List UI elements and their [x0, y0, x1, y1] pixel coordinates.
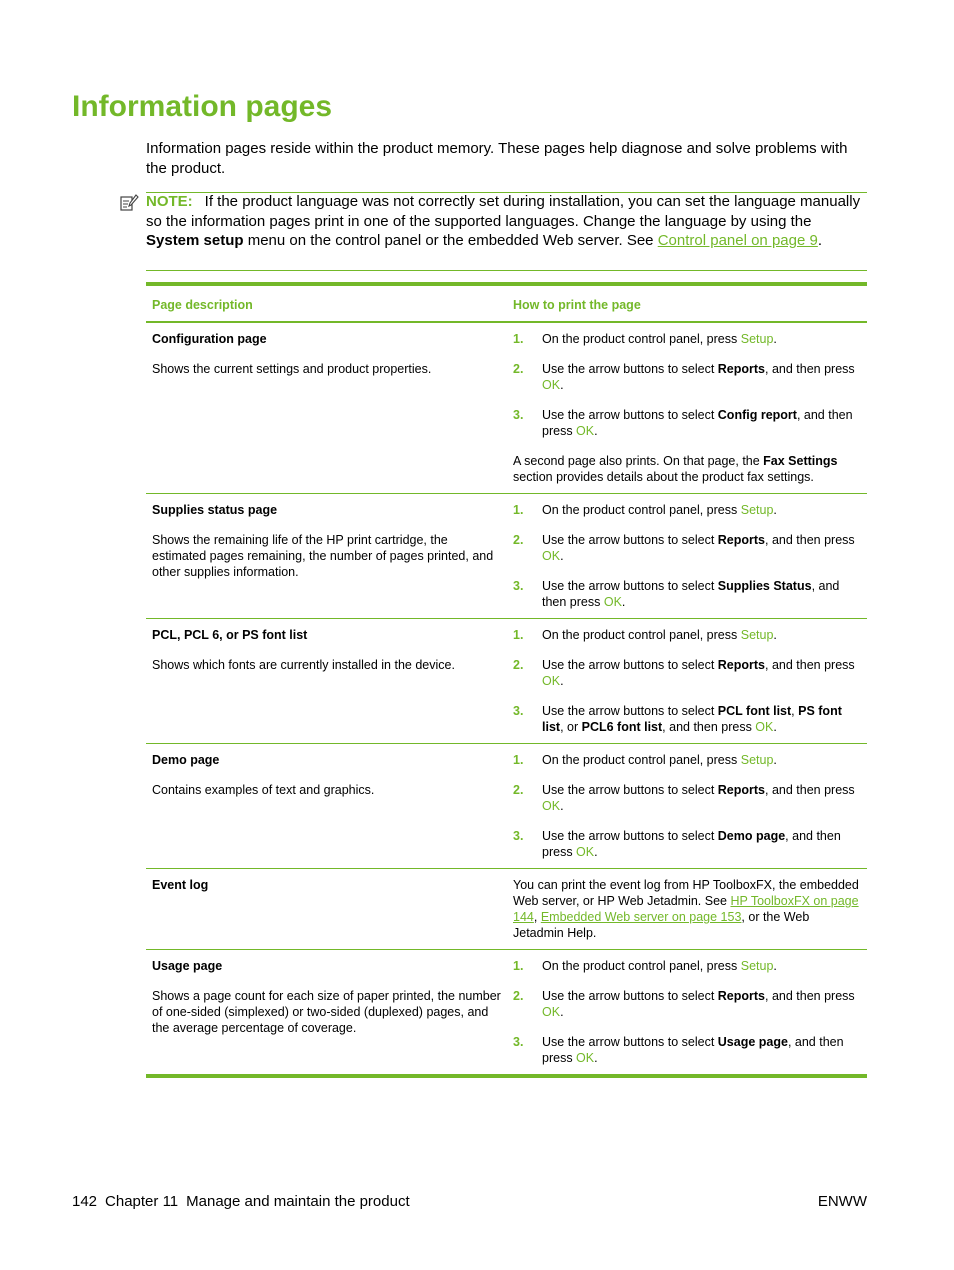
text-run: Use the arrow buttons to select: [542, 362, 718, 376]
control-panel-key: OK: [576, 1051, 595, 1065]
text-run: Use the arrow buttons to select: [542, 1035, 718, 1049]
bold-term: Config report: [717, 408, 797, 422]
step-number: 1.: [513, 959, 524, 973]
text-run: , and then press: [662, 720, 756, 734]
column-header-page-description: Page description: [146, 284, 507, 322]
step-number: 3.: [513, 579, 524, 593]
text-run: ,: [791, 704, 799, 718]
page-description-cell: [146, 619, 507, 744]
bold-term: PCL font list: [717, 704, 792, 718]
text-run: .: [621, 595, 626, 609]
step-number: 1.: [513, 628, 524, 642]
step-item: [513, 361, 861, 393]
step-item: [513, 752, 861, 768]
note-bold-term: System setup: [146, 232, 244, 249]
how-to-print-cell: [507, 744, 867, 869]
bold-term: Demo page: [717, 829, 786, 843]
column-header-how-to-print: How to print the page: [507, 284, 867, 322]
step-number: 3.: [513, 1035, 524, 1049]
text-run: , and then press: [765, 989, 855, 1003]
step-item: [513, 407, 861, 439]
step-item: [513, 828, 861, 860]
bold-term: Supplies Status: [717, 579, 812, 593]
text-run: .: [594, 424, 598, 438]
step-number: 2.: [513, 989, 524, 1003]
footer-left: [72, 1193, 418, 1210]
text-run: , and then press: [765, 658, 855, 672]
text-run: , and then press: [542, 408, 853, 438]
control-panel-key: Setup: [740, 959, 774, 973]
text-run: .: [560, 674, 564, 688]
table-row: [146, 494, 867, 619]
control-panel-key: OK: [603, 595, 622, 609]
step-item: [513, 958, 861, 974]
text-run: , and then press: [542, 1035, 844, 1065]
control-panel-key: OK: [542, 549, 561, 563]
bold-term: Usage page: [717, 1035, 788, 1049]
text-run: .: [560, 1005, 564, 1019]
text-run: Use the arrow buttons to select: [542, 408, 718, 422]
bold-term: Reports: [717, 989, 766, 1003]
text-run: On the product control panel, press: [542, 628, 741, 642]
row-title: Usage page: [152, 959, 223, 973]
information-pages-table: [146, 282, 867, 1078]
control-panel-key: OK: [576, 424, 595, 438]
text-run: Use the arrow buttons to select: [542, 989, 718, 1003]
control-panel-key: Setup: [740, 503, 774, 517]
control-panel-key: Setup: [740, 332, 774, 346]
step-item: [513, 502, 861, 518]
text-run: .: [773, 503, 777, 517]
table-row: [146, 950, 867, 1077]
table-body: [146, 322, 867, 1076]
text-run: You can print the event log from HP ToolboxFX, the embedded Web server, or HP Web Jetadmin. See: [513, 878, 859, 908]
text-run: On the product control panel, press: [542, 503, 741, 517]
text-run: , and then press: [765, 362, 855, 376]
page-description-cell: [146, 950, 507, 1077]
note-text: menu on the control panel or the embedded Web server. See: [243, 232, 658, 249]
bold-term: PS font list: [542, 704, 842, 734]
text-run: , and then press: [765, 533, 855, 547]
row-title: Demo page: [152, 753, 220, 767]
footer-page-number: 142: [72, 1193, 98, 1210]
bold-term: Reports: [717, 658, 766, 672]
page-description-cell: [146, 322, 507, 494]
how-to-print-cell: [507, 322, 867, 494]
page-description-cell: [146, 494, 507, 619]
note-text: If the product language was not correctly set during installation, you can set the language manually so the information pages print in one of the supported languages. Change the language by using the: [146, 193, 861, 230]
text-run: .: [560, 378, 564, 392]
step-list: [513, 752, 861, 860]
how-to-print-cell: [507, 869, 867, 950]
step-note: [513, 453, 861, 485]
step-number: 1.: [513, 332, 524, 346]
text-run: .: [594, 1051, 598, 1065]
text-run: section provides details about the product fax settings.: [513, 470, 814, 484]
step-item: [513, 703, 861, 735]
print-instructions: [513, 877, 861, 941]
table-row: [146, 619, 867, 744]
step-number: 3.: [513, 408, 524, 422]
footer-chapter: Chapter 11: [105, 1193, 179, 1210]
step-number: 2.: [513, 533, 524, 547]
step-number: 1.: [513, 753, 524, 767]
bold-term: PCL6 font list: [581, 720, 663, 734]
control-panel-key: Setup: [740, 628, 774, 642]
row-title: PCL, PCL 6, or PS font list: [152, 628, 308, 642]
control-panel-key: OK: [542, 378, 561, 392]
step-number: 1.: [513, 503, 524, 517]
row-description: Shows the remaining life of the HP print cartridge, the estimated pages remaining, the number of pages printed, and other supplies information.: [152, 533, 494, 579]
control-panel-key: Setup: [740, 753, 774, 767]
table-row: [146, 744, 867, 869]
text-run: Use the arrow buttons to select: [542, 783, 718, 797]
text-run: Use the arrow buttons to select: [542, 579, 718, 593]
cross-reference-link[interactable]: HP ToolboxFX on page 144: [513, 894, 859, 924]
note-block: [146, 192, 867, 251]
control-panel-key: OK: [542, 674, 561, 688]
control-panel-key: OK: [542, 799, 561, 813]
row-title: Event log: [152, 878, 209, 892]
row-description: Shows which fonts are currently installed in the device.: [152, 658, 455, 672]
control-panel-key: OK: [542, 1005, 561, 1019]
step-list: [513, 958, 861, 1066]
text-run: .: [773, 332, 777, 346]
how-to-print-cell: [507, 494, 867, 619]
intro-paragraph: Information pages reside within the product memory. These pages help diagnose and solve problems with the product.: [146, 140, 848, 177]
text-run: On the product control panel, press: [542, 332, 741, 346]
cross-reference-link[interactable]: Embedded Web server on page 153: [540, 910, 742, 924]
text-run: , and then press: [542, 829, 841, 859]
row-description: Shows a page count for each size of paper printed, the number of one-sided (simplexed) or two-sided (duplexed) pages, and the average percentage of coverage.: [152, 989, 501, 1035]
step-item: [513, 532, 861, 564]
table-header-row: [146, 284, 867, 322]
control-panel-key: OK: [755, 720, 774, 734]
step-number: 2.: [513, 658, 524, 672]
note-text: .: [817, 232, 822, 249]
step-item: [513, 1034, 861, 1066]
text-run: On the product control panel, press: [542, 753, 741, 767]
table-row: [146, 322, 867, 494]
step-list: [513, 627, 861, 735]
text-run: , and then press: [765, 783, 855, 797]
footer-right: ENWW: [817, 1193, 867, 1210]
text-run: ,: [533, 910, 541, 924]
text-run: .: [773, 628, 777, 642]
table-row: [146, 869, 867, 950]
bold-term: Reports: [717, 783, 766, 797]
step-item: [513, 657, 861, 689]
text-run: On the product control panel, press: [542, 959, 741, 973]
step-number: 2.: [513, 362, 524, 376]
row-title: Configuration page: [152, 332, 267, 346]
row-title: Supplies status page: [152, 503, 278, 517]
step-item: [513, 331, 861, 347]
note-divider-bottom: [146, 270, 867, 271]
text-run: , and then press: [542, 579, 840, 609]
text-run: .: [560, 549, 564, 563]
text-run: Use the arrow buttons to select: [542, 658, 718, 672]
row-description: Shows the current settings and product properties.: [152, 362, 432, 376]
step-item: [513, 782, 861, 814]
row-description: Contains examples of text and graphics.: [152, 783, 375, 797]
note-label: NOTE:: [146, 193, 193, 210]
text-run: Use the arrow buttons to select: [542, 704, 718, 718]
text-run: .: [773, 959, 777, 973]
step-item: [513, 627, 861, 643]
how-to-print-cell: [507, 619, 867, 744]
step-item: [513, 988, 861, 1020]
step-number: 2.: [513, 783, 524, 797]
control-panel-key: OK: [576, 845, 595, 859]
text-run: .: [594, 845, 598, 859]
page-title: Information pages: [72, 90, 333, 123]
text-run: .: [773, 753, 777, 767]
text-run: A second page also prints. On that page, the: [513, 454, 764, 468]
note-pencil-icon: [119, 193, 139, 213]
step-number: 3.: [513, 829, 524, 843]
step-number: 3.: [513, 704, 524, 718]
text-run: Use the arrow buttons to select: [542, 533, 718, 547]
note-link-control-panel[interactable]: Control panel on page 9: [657, 232, 818, 249]
step-item: [513, 578, 861, 610]
page-description-cell: [146, 869, 507, 950]
text-run: , or the Web Jetadmin Help.: [513, 910, 810, 940]
text-run: .: [560, 799, 564, 813]
page-description-cell: [146, 744, 507, 869]
text-run: , or: [560, 720, 582, 734]
footer-chapter-title: Manage and maintain the product: [186, 1193, 410, 1210]
how-to-print-cell: [507, 950, 867, 1077]
text-run: .: [773, 720, 777, 734]
step-list: [513, 502, 861, 610]
bold-term: Fax Settings: [763, 454, 838, 468]
bold-term: Reports: [717, 533, 766, 547]
text-run: Use the arrow buttons to select: [542, 829, 718, 843]
step-list: [513, 331, 861, 439]
bold-term: Reports: [717, 362, 766, 376]
